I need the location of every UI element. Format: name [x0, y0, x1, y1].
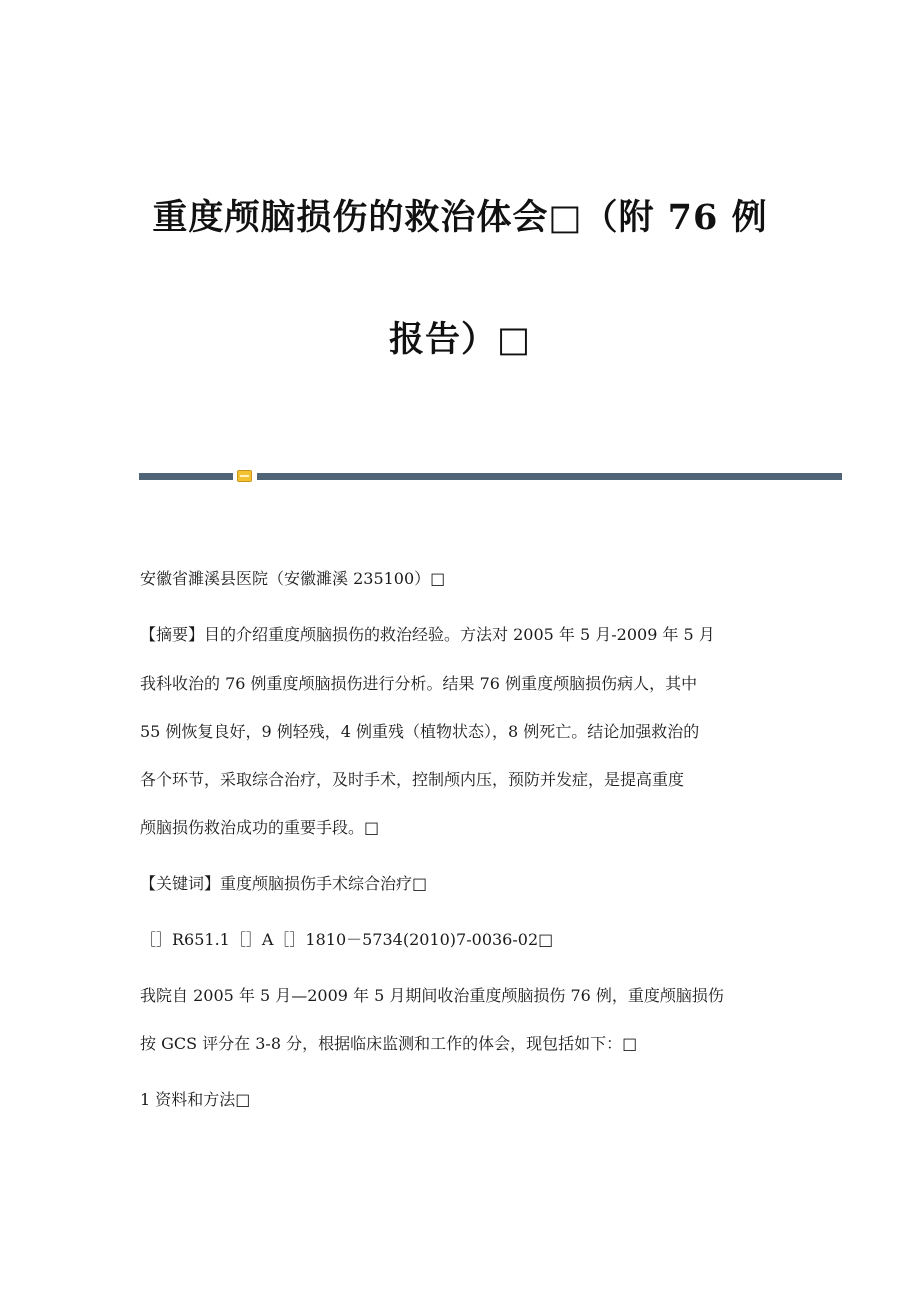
section-heading: 1 资料和方法□ [140, 1090, 251, 1109]
abstract-line-1: 【摘要】目的介绍重度颅脑损伤的救治经验。方法对 2005 年 5 月-2009 年 5 月 [140, 625, 715, 644]
title-divider [139, 469, 842, 483]
divider-bar-right [257, 473, 842, 480]
keywords-line: 【关键词】重度颅脑损伤手术综合治疗□ [140, 874, 428, 893]
abstract-line-2: 我科收治的 76 例重度颅脑损伤进行分析。结果 76 例重度颅脑损伤病人，其中 [140, 674, 698, 693]
abstract-line-5: 颅脑损伤救治成功的重要手段。□ [140, 818, 380, 837]
author-affiliation: 安徽省濉溪县医院（安徽濉溪 235100）□ [140, 569, 446, 588]
document-title-line-2: 报告）□ [388, 319, 532, 360]
classification-line: ［］R651.1［］A［］1810－5734(2010)7-0036-02□ [140, 930, 554, 949]
divider-bar-left [139, 473, 233, 480]
abstract-line-3: 55 例恢复良好，9 例轻残，4 例重残（植物状态），8 例死亡。结论加强救治的 [140, 722, 700, 741]
divider-ornament-icon [237, 470, 252, 482]
intro-line-2: 按 GCS 评分在 3-8 分，根据临床监测和工作的体会，现包括如下：□ [140, 1034, 638, 1053]
abstract-line-4: 各个环节，采取综合治疗，及时手术，控制颅内压，预防并发症，是提高重度 [140, 770, 685, 789]
intro-line-1: 我院自 2005 年 5 月—2009 年 5 月期间收治重度颅脑损伤 76 例，重度颅脑损伤 [140, 986, 724, 1005]
document-title-line-1: 重度颅脑损伤的救治体会□（附 76 例 [152, 197, 768, 238]
